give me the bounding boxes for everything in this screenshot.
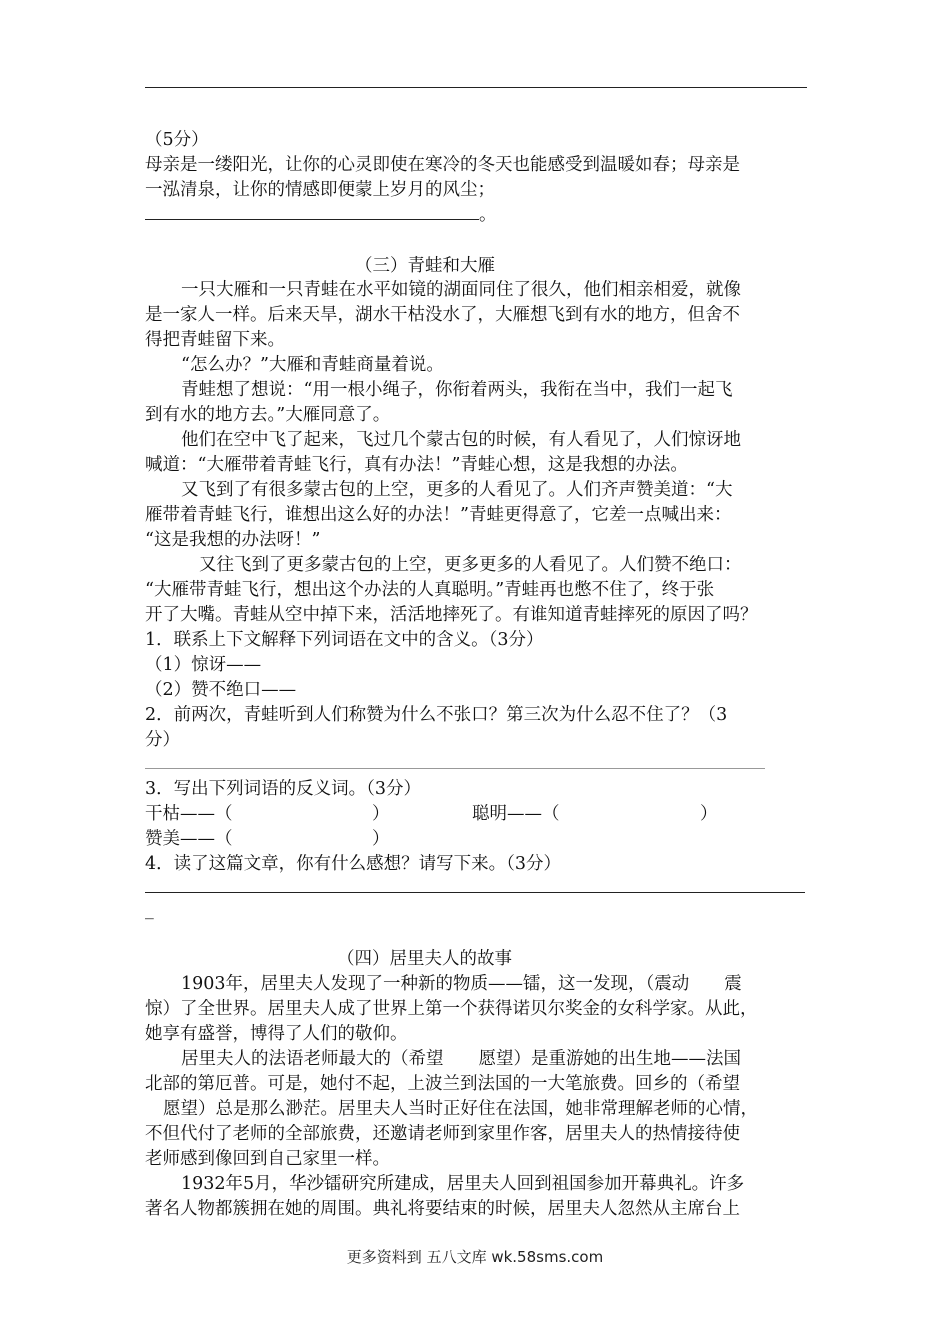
paragraph-line: 愿望）总是那么渺茫。居里夫人当时正好住在法国，她非常理解老师的心情， (163, 1099, 758, 1119)
paragraph-line: 他们在空中飞了起来，飞过几个蒙古包的时候，有人看见了，人们惊讶地 (181, 430, 741, 450)
paragraph-line: 惊）了全世界。居里夫人成了世界上第一个获得诺贝尔奖金的女科学家。从此， (145, 999, 758, 1019)
paragraph-line: 又飞到了有很多蒙古包的上空，更多的人看见了。人们齐声赞美道：“大 (181, 480, 733, 500)
paragraph-line: 开了大嘴。青蛙从空中掉下来，活活地摔死了。有谁知道青蛙摔死的原因了吗？ (145, 605, 758, 625)
paragraph-line: 青蛙想了想说：“用一根小绳子，你衔着两头，我衔在当中，我们一起飞 (181, 380, 733, 400)
answer-line (145, 892, 805, 893)
paragraph-line: 到有水的地方去。”大雁同意了。 (145, 405, 391, 425)
question-2-cont: 分） (145, 730, 180, 750)
question-3: 3．写出下列词语的反义词。（3分） (145, 779, 422, 799)
question-1b: （2）赞不绝口—— (145, 680, 297, 700)
underscore-mark: _ (145, 900, 154, 920)
paragraph-line: 居里夫人的法语老师最大的（希望 愿望）是重游她的出生地——法国 (181, 1049, 741, 1069)
antonym-item: 赞美——（ (145, 829, 233, 849)
paragraph-line: 不但代付了老师的全部旅费，还邀请老师到家里作客，居里夫人的热情接待使 (145, 1124, 740, 1144)
answer-blank (145, 219, 479, 220)
paragraph-line: 著名人物都簇拥在她的周围。典礼将要结束的时候，居里夫人忽然从主席台上 (145, 1199, 740, 1219)
section-title-3: （三）青蛙和大雁 (355, 256, 495, 276)
score-label: （5分） (145, 130, 209, 150)
paragraph-line: 喊道：“大雁带着青蛙飞行，真有办法！”青蛙心想，这是我想的办法。 (145, 455, 688, 475)
footer-link[interactable]: 更多资料到 五八文库 wk.58sms.com (346, 1248, 604, 1266)
antonym-item: 聪明——（ (472, 804, 560, 824)
answer-line (145, 87, 807, 88)
paren-close: ） (700, 804, 718, 824)
paragraph-line: 得把青蛙留下来。 (145, 330, 285, 350)
paragraph-line: “怎么办？”大雁和青蛙商量着说。 (181, 355, 444, 375)
answer-line (145, 768, 765, 769)
paragraph-line: 又往飞到了更多蒙古包的上空，更多更多的人看见了。人们赞不绝口： (199, 555, 742, 575)
paragraph-line: 母亲是一缕阳光，让你的心灵即使在寒冷的冬天也能感受到温暖如春；母亲是 (145, 155, 740, 175)
question-1a: （1）惊讶—— (145, 655, 262, 675)
paragraph-line: 一只大雁和一只青蛙在水平如镜的湖面同住了很久，他们相亲相爱，就像 (181, 280, 741, 300)
paragraph-line: 1903年，居里夫人发现了一种新的物质——镭，这一发现，（震动 震 (181, 974, 742, 994)
paragraph-line: 雁带着青蛙飞行，谁想出这么好的办法！”青蛙更得意了，它差一点喊出来： (145, 505, 732, 525)
section-title-4: （四）居里夫人的故事 (337, 949, 512, 969)
paragraph-line: 是一家人一样。后来天旱，湖水干枯没水了，大雁想飞到有水的地方，但舍不 (145, 305, 740, 325)
period-mark: 。 (479, 205, 497, 225)
paren-close: ） (372, 804, 390, 824)
question-4: 4．读了这篇文章，你有什么感想？请写下来。（3分） (145, 854, 562, 874)
paragraph-line: “大雁带青蛙飞行，想出这个办法的人真聪明。”青蛙再也憋不住了，终于张 (145, 580, 715, 600)
paragraph-line: 她享有盛誉，博得了人们的敬仰。 (145, 1024, 408, 1044)
paragraph-line: 北部的第厄普。可是，她付不起，上波兰到法国的一大笔旅费。回乡的（希望 (145, 1074, 740, 1094)
paragraph-line: “这是我想的办法呀！” (145, 530, 321, 550)
paren-close: ） (372, 829, 390, 849)
paragraph-line: 1932年5月，华沙镭研究所建成，居里夫人回到祖国参加开幕典礼。许多 (181, 1174, 745, 1194)
question-2: 2．前两次，青蛙听到人们称赞为什么不张口？第三次为什么忍不住了？（3 (145, 705, 728, 725)
antonym-item: 干枯——（ (145, 804, 233, 824)
paragraph-line: 一泓清泉，让你的情感即便蒙上岁月的风尘； (145, 180, 495, 200)
question-1: 1．联系上下文解释下列词语在文中的含义。（3分） (145, 630, 544, 650)
paragraph-line: 老师感到像回到自己家里一样。 (145, 1149, 390, 1169)
